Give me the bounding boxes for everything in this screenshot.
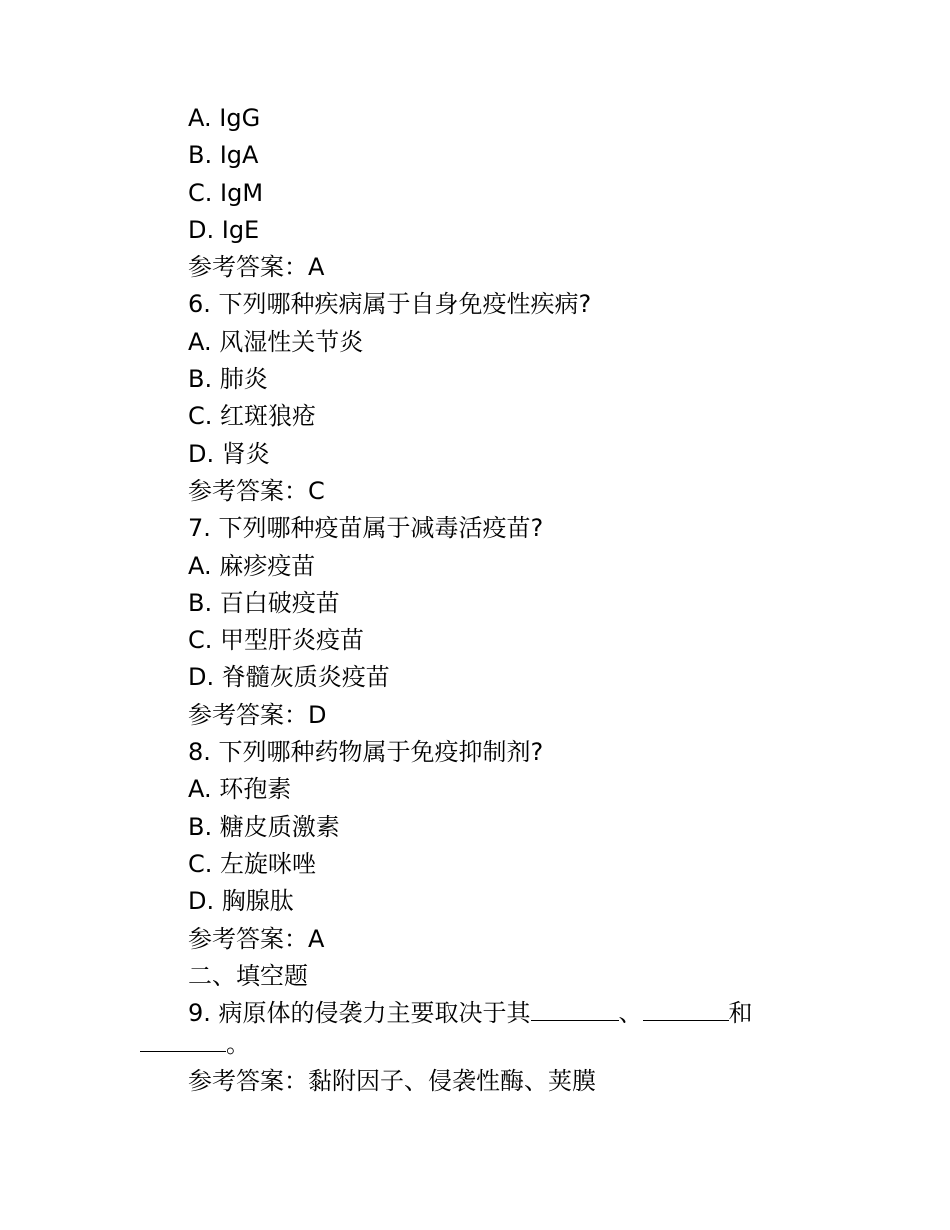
q7-option-a: A. 麻疹疫苗 (188, 551, 316, 580)
q6-option-d: D. 肾炎 (188, 439, 270, 468)
q7-option-c: C. 甲型肝炎疫苗 (188, 626, 365, 655)
q8-option-b: B. 糖皮质激素 (188, 812, 340, 841)
q6-option-a: A. 风湿性关节炎 (188, 327, 364, 356)
q6-question: 6. 下列哪种疾病属于自身免疫性疾病? (188, 290, 592, 319)
q5-option-d: D. IgE (188, 215, 260, 244)
q8-question: 8. 下列哪种药物属于免疫抑制剂? (188, 738, 544, 767)
section-heading: 二、填空题 (188, 961, 308, 990)
document-page (0, 100, 950, 1100)
q7-answer: 参考答案：D (188, 700, 327, 729)
q5-option-c: C. IgM (188, 178, 264, 207)
q9-answer: 参考答案：黏附因子、侵袭性酶、荚膜 (188, 1067, 596, 1096)
q6-option-b: B. 肺炎 (188, 365, 268, 394)
q5-option-b: B. IgA (188, 141, 259, 170)
q9-separator-2: 和 (728, 999, 753, 1028)
q6-answer: 参考答案：C (188, 476, 325, 505)
fill-blank-1 (531, 998, 619, 1021)
q7-option-b: B. 百白破疫苗 (188, 588, 340, 617)
q7-option-d: D. 脊髓灰质炎疫苗 (188, 663, 390, 692)
q9-separator-1: 、 (618, 999, 643, 1028)
q8-answer: 参考答案：A (188, 924, 325, 953)
q8-option-d: D. 胸腺肽 (188, 887, 294, 916)
q5-option-a: A. IgG (188, 104, 261, 132)
fill-blank-2 (643, 998, 729, 1021)
q7-question: 7. 下列哪种疫苗属于减毒活疫苗? (188, 514, 544, 543)
q8-option-a: A. 环孢素 (188, 775, 292, 804)
q8-option-c: C. 左旋咪唑 (188, 849, 317, 878)
q5-answer: 参考答案：A (188, 253, 325, 282)
q9-question (0, 995, 950, 1063)
q9-question-text: 9. 病原体的侵袭力主要取决于其 (188, 999, 531, 1028)
q6-option-c: C. 红斑狼疮 (188, 402, 317, 431)
fill-blank-3 (140, 1029, 226, 1052)
q9-end-mark: 。 (226, 1030, 250, 1059)
